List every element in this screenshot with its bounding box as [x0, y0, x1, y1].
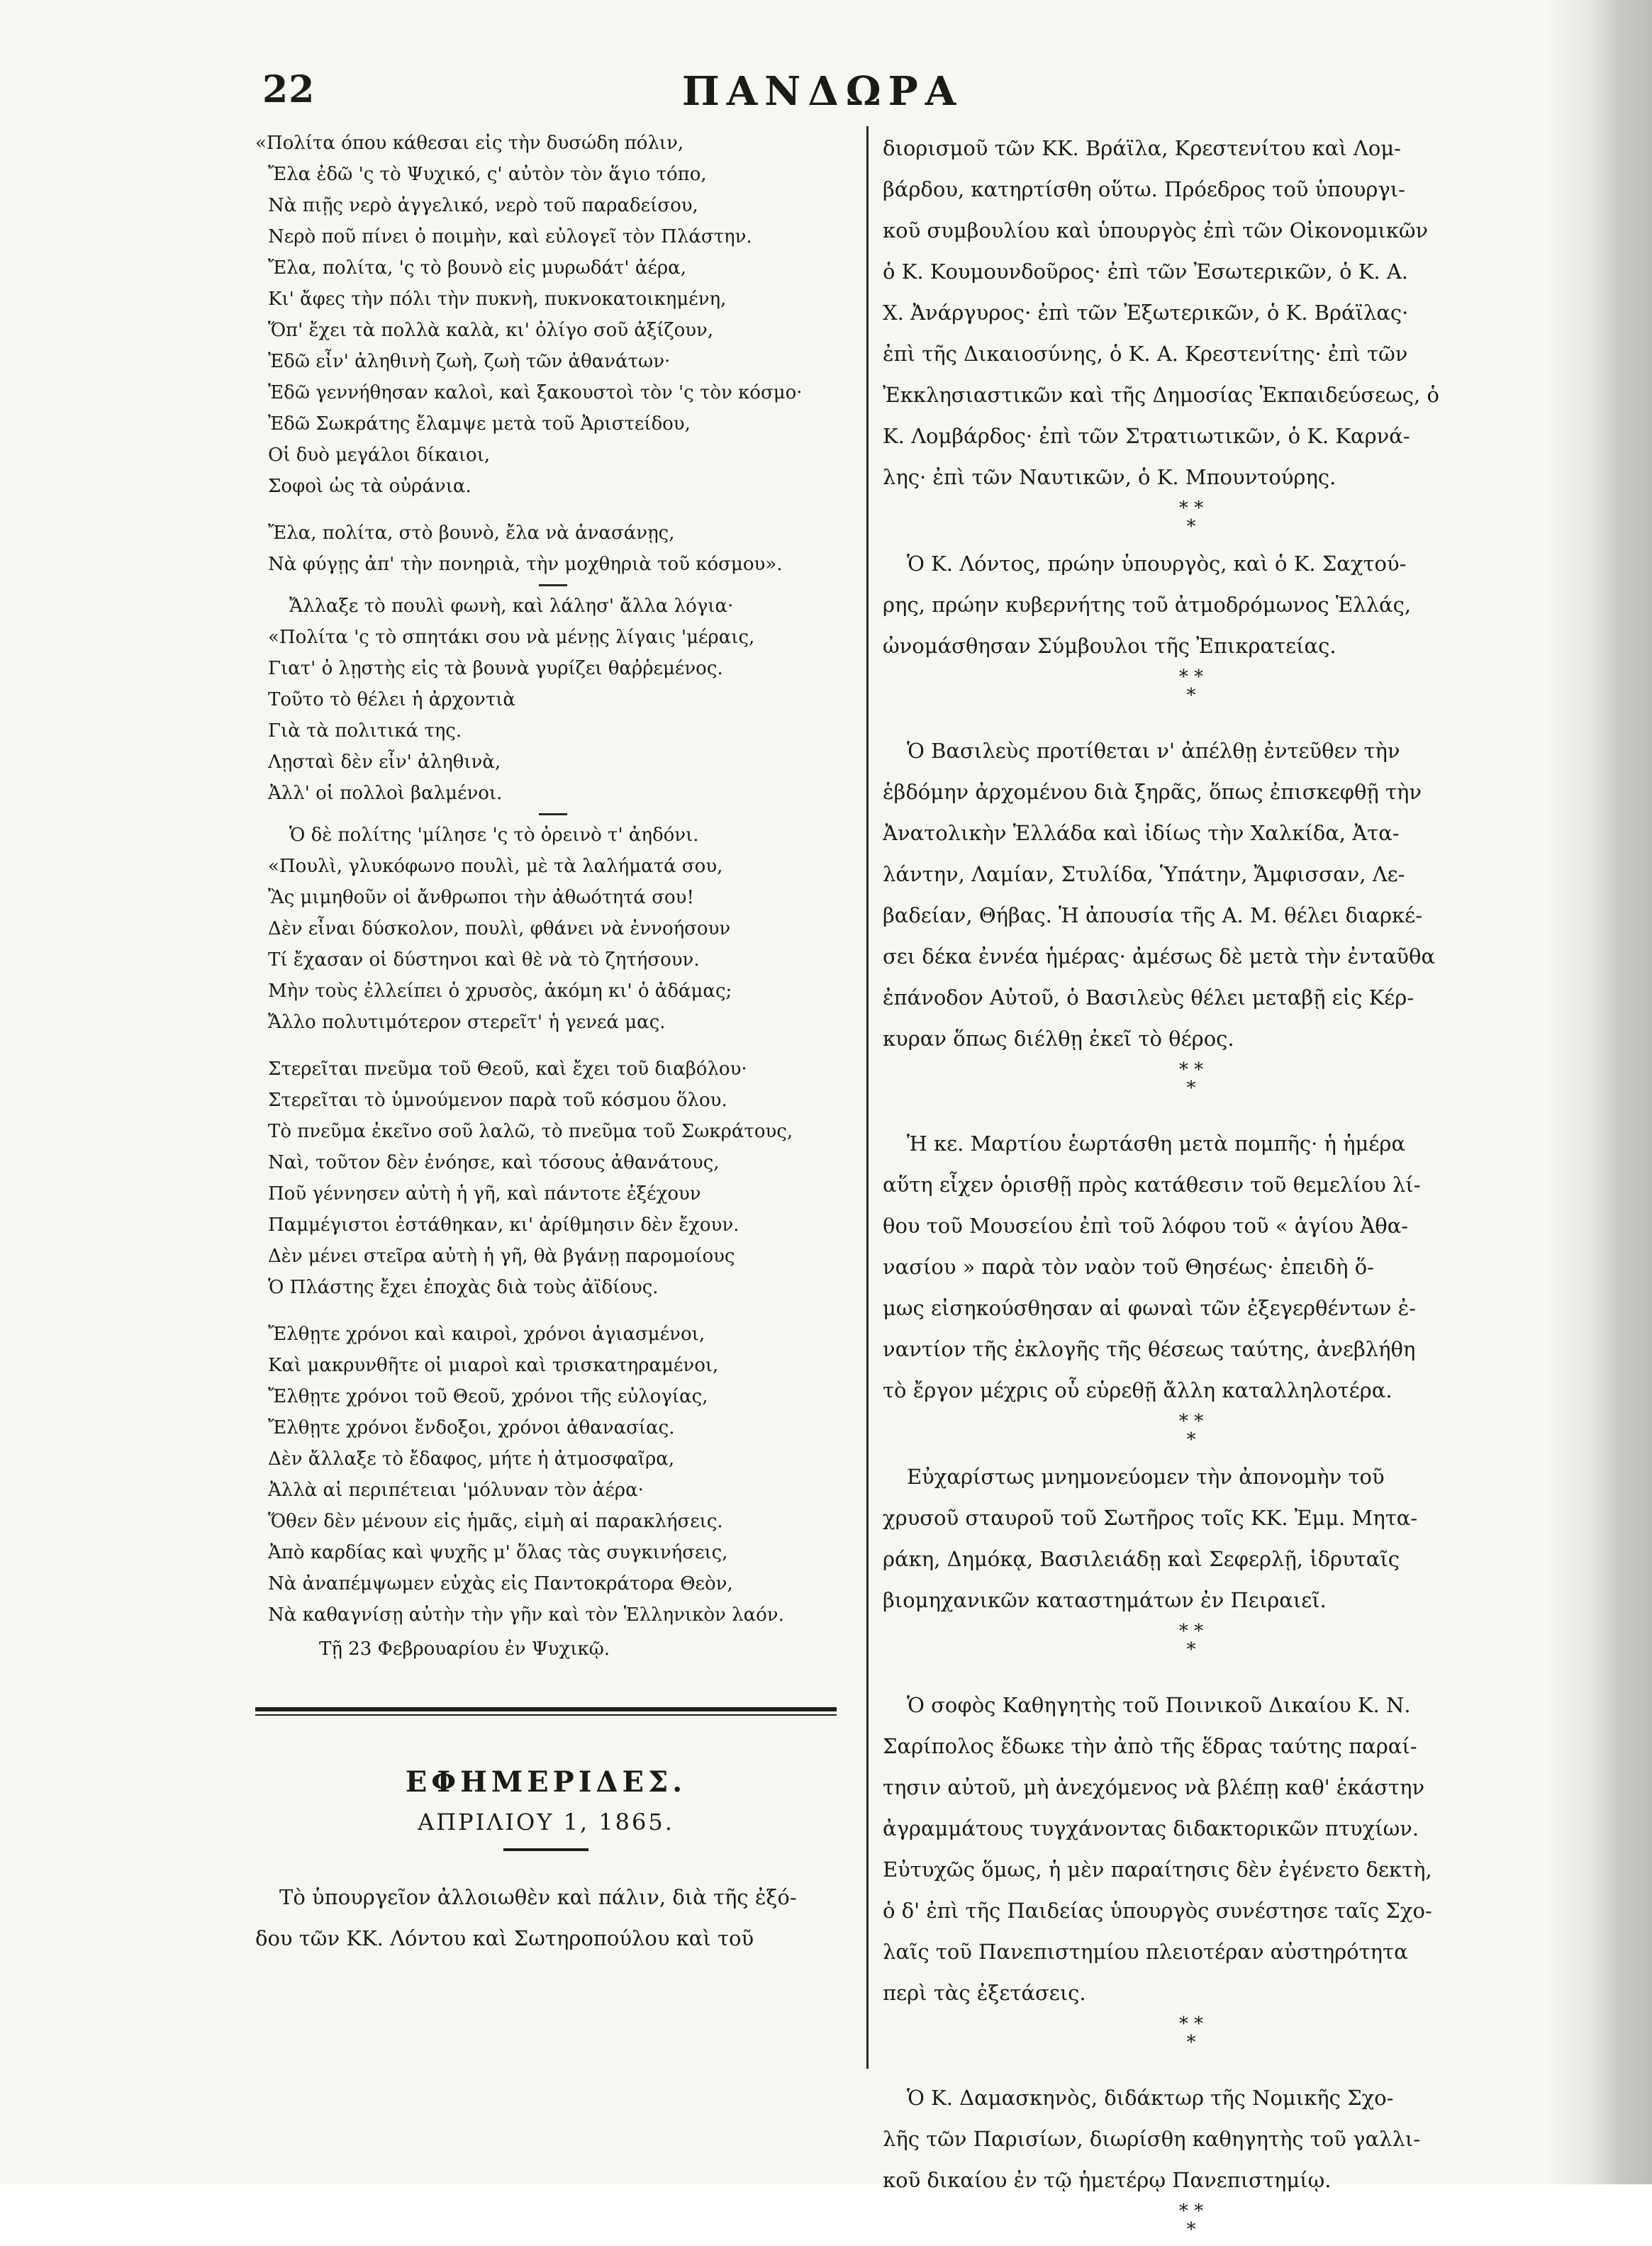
news-line: Εὐχαρίστως μνημονεύομεν τὴν ἀπονομὴν τοῦ — [907, 1465, 1385, 1489]
poem-line: Ναὶ, τοῦτον δὲν ἐνόησε, καὶ τόσους ἀθανάτους, — [268, 1152, 720, 1173]
section-rule-thick — [255, 1707, 837, 1711]
page-edge-shadow — [1546, 0, 1652, 2184]
poem-line: «Πολίτα 'ς τὸ σπητάκι σου νὰ μένῃς λίγαις 'μέραις, — [268, 627, 755, 648]
poem-line: Ὁ Πλάστης ἔχει ἐποχὰς διὰ τοὺς ἀϊδίους. — [268, 1277, 659, 1298]
stanza-separator — [539, 584, 567, 586]
poem-stanza-2 — [255, 518, 851, 580]
poem-line: Νὰ φύγῃς ἀπ' τὴν πονηριὰ, τὴν μοχθηριὰ τοῦ κόσμου». — [268, 554, 783, 575]
poem-line: Στερεῖται πνεῦμα τοῦ Θεοῦ, καὶ ἔχει τοῦ διαβόλου· — [268, 1058, 747, 1080]
news-line: ἐπὶ τῆς Δικαιοσύνης, ὁ Κ. Α. Κρεστενίτης· ἐπὶ τῶν — [883, 342, 1408, 366]
poem-line: Παμμέγιστοι ἐστάθηκαν, κι' ἀρίθμησιν δὲν ἔχουν. — [268, 1214, 740, 1236]
news-item-appointment — [883, 2077, 1500, 2201]
news-line: κοῦ συμβουλίου καὶ ὑπουργὸς ἐπὶ τῶν Οἰκονομικῶν — [883, 218, 1429, 242]
asterism: * * * — [1178, 1059, 1204, 1099]
poem-line: Γιατ' ὁ λῃστὴς εἰς τὰ βουνὰ γυρίζει θαῤῥεμένος. — [268, 658, 723, 679]
news-line: Ὁ σοφὸς Καθηγητὴς τοῦ Ποινικοῦ Δικαίου Κ. Ν. — [907, 1693, 1411, 1717]
stanza-separator — [539, 813, 567, 815]
asterism: * * * — [1178, 1621, 1204, 1660]
news-line: βιομηχανικῶν καταστημάτων ἐν Πειραιεῖ. — [883, 1588, 1327, 1612]
right-column — [883, 128, 1500, 2246]
poem-line: Στερεῖται τὸ ὑμνούμενον παρὰ τοῦ κόσμου ὅλου. — [268, 1090, 727, 1111]
news-line: ὠνομάσθησαν Σύμβουλοι τῆς Ἐπικρατείας. — [883, 634, 1336, 658]
poem-line: Ἀλλὰ αἱ περιπέτειαι 'μόλυναν τὸν ἀέρα· — [268, 1480, 644, 1501]
poem-stanza-1 — [255, 128, 851, 502]
poem-line: Δὲν μένει στεῖρα αὐτὴ ἡ γῆ, θὰ βγάνῃ παρομοίους — [268, 1246, 735, 1267]
news-item-ministry — [255, 1877, 851, 1959]
poem-line: Νὰ πιῇς νερὸ ἀγγελικό, νερὸ τοῦ παραδείσου, — [268, 195, 698, 216]
news-line: λης· ἐπὶ τῶν Ναυτικῶν, ὁ Κ. Μπουντούρης. — [883, 465, 1336, 489]
news-item-ministry-continued — [883, 128, 1500, 498]
news-line: ἑβδόμην ἀρχομένου διὰ ξηρᾶς, ὅπως ἐπισκεφθῇ τὴν — [883, 780, 1422, 804]
poem-line: Κι' ἄφες τὴν πόλι τὴν πυκνὴ, πυκνοκατοικημένη, — [268, 289, 727, 310]
poem-stanza-6 — [255, 1319, 851, 1631]
poem-line: Ἔλθῃτε χρόνοι καὶ καιροὶ, χρόνοι ἁγιασμένοι, — [268, 1324, 705, 1345]
poem-line: Ἄλλαξε τὸ πουλὶ φωνὴ, καὶ λάλησ' ἄλλα λόγια· — [289, 596, 734, 617]
poem-line: Νερὸ ποῦ πίνει ὁ ποιμὴν, καὶ εὐλογεῖ τὸν Πλάστην. — [268, 226, 752, 247]
news-line: χρυσοῦ σταυροῦ τοῦ Σωτῆρος τοῖς ΚΚ. Ἐμμ. Μητα- — [883, 1506, 1418, 1530]
news-line: ἀγραμμάτους τυγχάνοντας διδακτορικῶν πτυχίων. — [883, 1816, 1419, 1840]
poem-stanza-5 — [255, 1054, 851, 1303]
asterism: * * * — [1178, 2201, 1204, 2240]
poem-line: Καὶ μακρυνθῆτε οἱ μιαροὶ καὶ τρισκατηραμένοι, — [268, 1355, 719, 1376]
news-line: λῆς τῶν Παρισίων, διωρίσθη καθηγητὴς τοῦ γαλλι- — [883, 2127, 1420, 2151]
news-line: σει δέκα ἐννέα ἡμέρας· ἀμέσως δὲ μετὰ τὴν ἐνταῦθα — [883, 944, 1436, 968]
poem-line: Γιὰ τὰ πολιτικά της. — [268, 720, 462, 742]
news-line: δου τῶν ΚΚ. Λόντου καὶ Σωτηροπούλου καὶ τοῦ — [255, 1926, 754, 1950]
poem-line: Τί ἔχασαν οἱ δύστηνοι καὶ θὲ νὰ τὸ ζητήσουν. — [268, 949, 700, 971]
poem-line: Ἔλθῃτε χρόνοι τοῦ Θεοῦ, χρόνοι τῆς εὐλογίας, — [268, 1386, 708, 1407]
news-line: βάρδου, κατηρτίσθη οὕτω. Πρόεδρος τοῦ ὑπουργι- — [883, 177, 1405, 201]
poem-line: Ὅπ' ἔχει τὰ πολλὰ καλὰ, κι' ὀλίγο σοῦ ἀξίζουν, — [268, 320, 714, 341]
news-line: μως εἰσηκούσθησαν αἱ φωναὶ τῶν ἐξεγερθέντων ἐ- — [883, 1296, 1417, 1320]
poem-line: Ἄλλο πολυτιμότερον στερεῖτ' ἡ γενεά μας. — [268, 1012, 666, 1033]
news-line: τὸ ἔργον μέχρις οὗ εὑρεθῇ ἄλλη καταλληλοτέρα. — [883, 1378, 1393, 1402]
poem-line: Δὲν ἄλλαξε τὸ ἔδαφος, μήτε ἡ ἀτμοσφαῖρα, — [268, 1448, 675, 1470]
poem-signature: Τῇ 23 Φεβρουαρίου ἐν Ψυχικῷ. — [319, 1638, 610, 1660]
poem-line: Ἀπὸ καρδίας καὶ ψυχῆς μ' ὅλας τὰς συγκινήσεις, — [268, 1542, 728, 1563]
news-line: ὁ Κ. Κουμουνδοῦρος· ἐπὶ τῶν Ἐσωτερικῶν, ὁ Κ. Α. — [883, 259, 1409, 284]
poem-line: Ἐδῶ εἶν' ἀληθινὴ ζωὴ, ζωὴ τῶν ἀθανάτων· — [268, 351, 671, 372]
poem-line: Ἂς μιμηθοῦν οἱ ἄνθρωποι τὴν ἀθωότητά σου! — [268, 887, 694, 908]
news-line: τησιν αὐτοῦ, μὴ ἀνεχόμενος νὰ βλέπῃ καθ' ἑκάστην — [883, 1775, 1425, 1799]
news-line: Ἀνατολικὴν Ἑλλάδα καὶ ἰδίως τὴν Χαλκίδα, Ἀτα- — [883, 821, 1400, 845]
asterism: * * * — [1178, 1411, 1204, 1451]
asterism: * * * — [1178, 666, 1204, 706]
news-line: Εὐτυχῶς ὅμως, ἡ μὲν παραίτησις δὲν ἐγένετο δεκτὴ, — [883, 1857, 1432, 1882]
news-line: λάντην, Λαμίαν, Στυλίδα, Ὑπάτην, Ἄμφισσαν, Λε- — [883, 862, 1405, 886]
asterism: * * * — [1178, 498, 1204, 537]
news-line: Ἡ κε. Μαρτίου ἑωρτάσθη μετὰ πομπῆς· ἡ ἡμέρα — [907, 1132, 1406, 1156]
news-line: Ἐκκλησιαστικῶν καὶ τῆς Δημοσίας Ἐκπαιδεύσεως, ὁ — [883, 383, 1439, 407]
poem-line: Νὰ καθαγνίσῃ αὐτὴν τὴν γῆν καὶ τὸν Ἑλληνικὸν λαόν. — [268, 1604, 784, 1626]
poem-stanza-4 — [255, 820, 851, 1038]
news-section-date: ΑΠΡΙΛΙΟΥ 1, 1865. — [418, 1809, 674, 1836]
date-rule — [503, 1848, 588, 1851]
poem-line: Ἐδῶ γεννήθησαν καλοὶ, καὶ ξακουστοὶ τὸν 'ς τὸν κόσμο· — [268, 382, 803, 403]
poem-line: Ἔλθῃτε χρόνοι ἔνδοξοι, χρόνοι ἀθανασίας. — [268, 1417, 675, 1438]
poem-line: Σοφοὶ ὡς τὰ οὐράνια. — [268, 476, 471, 497]
news-item-museum — [883, 1123, 1500, 1411]
news-item-professor-resignation — [883, 1685, 1500, 2013]
poem-stanza-3 — [255, 591, 851, 809]
poem-line: Ἀλλ' οἱ πολλοὶ βαλμένοι. — [268, 783, 503, 804]
news-line: βαδείαν, Θήβας. Ἡ ἀπουσία τῆς Α. Μ. θέλει διαρκέ- — [883, 903, 1422, 927]
news-line: νασίου » παρὰ τὸν ναὸν τοῦ Θησέως· ἐπειδὴ ὅ- — [883, 1255, 1374, 1279]
news-line: ναντίον τῆς ἐκλογῆς τῆς θέσεως ταύτης, ἀνεβλήθη — [883, 1337, 1416, 1361]
poem-line: Ὅθεν δὲν μένουν εἰς ἡμᾶς, εἰμὴ αἱ παρακλήσεις. — [268, 1511, 723, 1532]
poem-line: «Πουλὶ, γλυκόφωνο πουλὶ, μὲ τὰ λαλήματά σου, — [268, 856, 723, 877]
news-line: Ὁ Κ. Δαμασκηνὸς, διδάκτωρ τῆς Νομικῆς Σχο- — [907, 2086, 1394, 2110]
news-line: περὶ τὰς ἐξετάσεις. — [883, 1981, 1086, 2005]
news-section-title: ΕΦΗΜΕΡΙΔΕΣ. — [405, 1765, 687, 1799]
news-line: Κ. Λομβάρδος· ἐπὶ τῶν Στρατιωτικῶν, ὁ Κ. Καρνά- — [883, 424, 1410, 448]
news-line: διορισμοῦ τῶν ΚΚ. Βράϊλα, Κρεστενίτου καὶ Λομ- — [883, 136, 1401, 160]
asterism: * * * — [1178, 2013, 1204, 2053]
poem-line: Δὲν εἶναι δύσκολον, πουλὶ, φθάνει νὰ ἐννοήσουν — [268, 918, 731, 939]
column-divider — [866, 126, 869, 2069]
poem-line: Ὁ δὲ πολίτης 'μίλησε 'ς τὸ ὀρεινὸ τ' ἀηδόνι. — [289, 825, 699, 846]
news-line: Ὁ Κ. Λόντος, πρώην ὑπουργὸς, καὶ ὁ Κ. Σαχτού- — [907, 552, 1407, 576]
news-line: ἐπάνοδον Αὐτοῦ, ὁ Βασιλεὺς θέλει μεταβῇ εἰς Κέρ- — [883, 985, 1414, 1010]
poem-line: Λῃσταὶ δὲν εἶν' ἀληθινὰ, — [268, 752, 501, 773]
news-line: ράκη, Δημόκᾳ, Βασιλειάδῃ καὶ Σεφερλῇ, ἱδρυταῖς — [883, 1547, 1400, 1571]
poem-line: Τὸ πνεῦμα ἐκεῖνο σοῦ λαλῶ, τὸ πνεῦμα τοῦ Σωκράτους, — [268, 1121, 793, 1142]
news-item-decoration — [883, 1456, 1500, 1621]
news-line: Χ. Ἀνάργυρος· ἐπὶ τῶν Ἐξωτερικῶν, ὁ Κ. Βράϊλας· — [883, 301, 1409, 325]
news-line: θου τοῦ Μουσείου ἐπὶ τοῦ λόφου τοῦ « ἁγίου Ἀθα- — [883, 1214, 1409, 1238]
news-line: Ὁ Βασιλεὺς προτίθεται ν' ἀπέλθῃ ἐντεῦθεν τὴν — [907, 739, 1400, 763]
news-item-councillors — [883, 543, 1500, 666]
poem-line: Οἱ δυὸ μεγάλοι δίκαιοι, — [268, 445, 491, 466]
news-line: κοῦ δικαίου ἐν τῷ ἡμετέρῳ Πανεπιστημίῳ. — [883, 2168, 1332, 2192]
poem-line: Τοῦτο τὸ θέλει ἡ ἀρχοντιὰ — [268, 689, 515, 710]
poem-line: Ἔλα, πολίτα, στὸ βουνὸ, ἔλα νὰ ἀνασάνῃς, — [268, 523, 675, 544]
poem — [255, 128, 851, 1665]
page-number: 22 — [262, 68, 316, 111]
news-line: ὁ δ' ἐπὶ τῆς Παιδείας ὑπουργὸς συνέστησε ταῖς Σχο- — [883, 1899, 1432, 1923]
page-header — [255, 68, 1390, 125]
news-line: ρης, πρώην κυβερνήτης τοῦ ἀτμοδρόμωνος Ἑλλάς, — [883, 593, 1412, 617]
news-line: λαῖς τοῦ Πανεπιστημίου πλειοτέραν αὐστηρότητα — [883, 1940, 1408, 1964]
news-item-king-travel — [883, 730, 1500, 1059]
masthead-title: ΠΑΝΔΩΡΑ — [681, 68, 964, 115]
poem-line: Ἔλα ἐδῶ 'ς τὸ Ψυχικό, ς' αὐτὸν τὸν ἅγιο τόπο, — [268, 164, 707, 185]
poem-line: Ἔλα, πολίτα, 'ς τὸ βουνὸ εἰς μυρωδάτ' ἀέρα, — [268, 257, 686, 279]
news-line: κυραν ὅπως διέλθῃ ἐκεῖ τὸ θέρος. — [883, 1027, 1234, 1051]
poem-line: Νὰ ἀναπέμψωμεν εὐχὰς εἰς Παντοκράτορα Θεὸν, — [268, 1573, 733, 1594]
left-column — [255, 128, 851, 1959]
poem-line: «Πολίτα όπου κάθεσαι εἰς τὴν δυσώδη πόλιν, — [255, 133, 684, 154]
poem-line: Ποῦ γέννησεν αὐτὴ ἡ γῆ, καὶ πάντοτε ἐξέχουν — [268, 1183, 701, 1205]
section-rule-thin — [255, 1714, 837, 1716]
news-line: αὕτη εἶχεν ὁρισθῇ πρὸς κατάθεσιν τοῦ θεμελίου λί- — [883, 1173, 1421, 1197]
news-line: Σαρίπολος ἔδωκε τὴν ἀπὸ τῆς ἕδρας ταύτης παραί- — [883, 1734, 1417, 1758]
poem-line: Μὴν τοὺς ἐλλείπει ὁ χρυσὸς, ἀκόμη κι' ὁ ἀδάμας; — [268, 980, 732, 1002]
news-line: Τὸ ὑπουργεῖον ἀλλοιωθὲν καὶ πάλιν, διὰ τῆς ἐξό- — [279, 1885, 797, 1909]
poem-line: Ἐδῶ Σωκράτης ἔλαμψε μετὰ τοῦ Ἀριστείδου, — [268, 413, 691, 435]
